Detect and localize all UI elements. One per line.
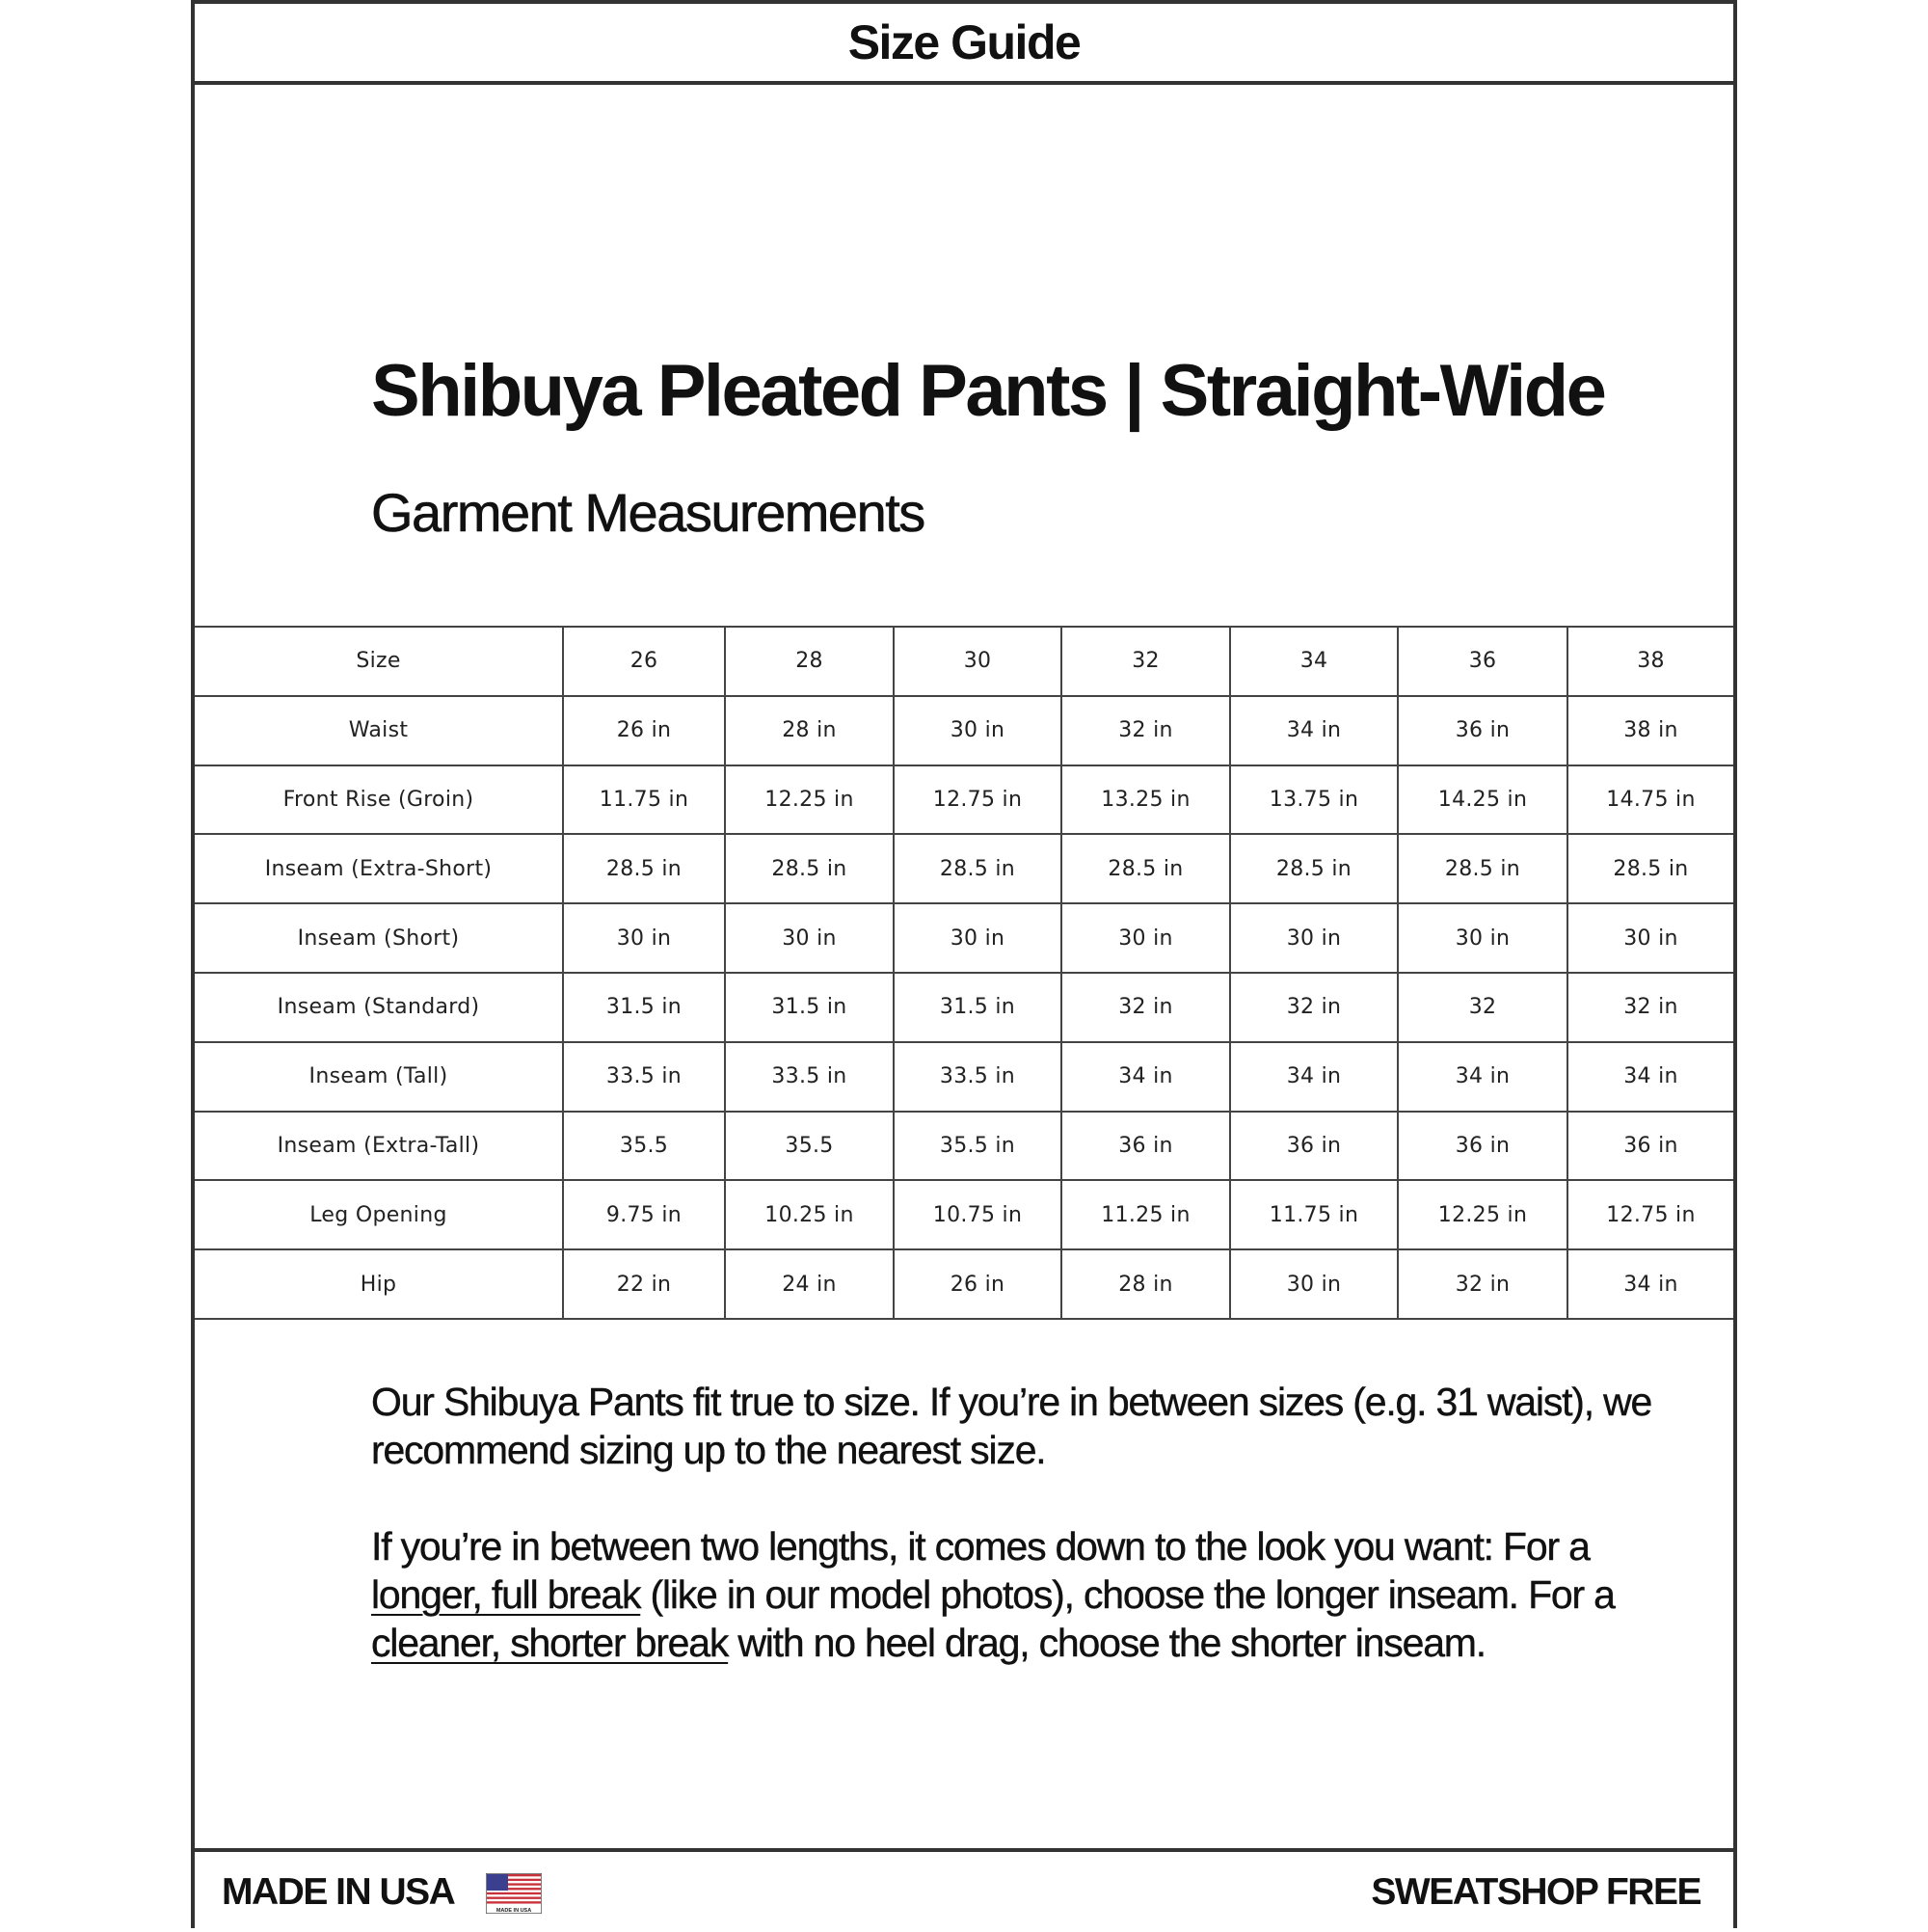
table-row — [195, 973, 1733, 1042]
table-cell: 34 in — [1061, 1042, 1230, 1112]
table-cell: 34 in — [1230, 696, 1398, 765]
table-row — [195, 1042, 1733, 1112]
row-label: Inseam (Extra-Tall) — [195, 1112, 563, 1181]
row-label: Leg Opening — [195, 1180, 563, 1249]
table-cell: 36 in — [1398, 1112, 1567, 1181]
table-cell: 13.25 in — [1061, 765, 1230, 835]
flag-stripe — [487, 1897, 541, 1899]
header-title: Size Guide — [847, 15, 1081, 69]
table-cell: 33.5 in — [894, 1042, 1061, 1112]
table-cell: 30 in — [894, 903, 1061, 973]
table-cell: 10.75 in — [894, 1180, 1061, 1249]
table-cell: 28.5 in — [1230, 834, 1398, 903]
table-cell: 28.5 in — [1567, 834, 1733, 903]
table-cell: 28 in — [725, 696, 894, 765]
size-header-cell: 26 — [563, 627, 725, 696]
fit-note-text: with no heel drag, choose the shorter inseam. — [728, 1621, 1486, 1665]
measurements-table — [195, 626, 1733, 1320]
table-cell: 36 in — [1398, 696, 1567, 765]
fit-note-text: If you’re in between two lengths, it comes down to the look you want: For a — [371, 1524, 1590, 1569]
row-label: Waist — [195, 696, 563, 765]
table-cell: 28.5 in — [1061, 834, 1230, 903]
table-cell: 28 in — [1061, 1249, 1230, 1319]
table-cell: 28.5 in — [563, 834, 725, 903]
table-cell: 28.5 in — [1398, 834, 1567, 903]
table-cell: 30 in — [894, 696, 1061, 765]
table-cell: 14.75 in — [1567, 765, 1733, 835]
table-cell: 36 in — [1230, 1112, 1398, 1181]
flag-stripe — [487, 1901, 541, 1903]
table-row — [195, 1249, 1733, 1319]
table-cell: 32 in — [1567, 973, 1733, 1042]
row-label: Inseam (Extra-Short) — [195, 834, 563, 903]
table-cell: 38 in — [1567, 696, 1733, 765]
table-row — [195, 696, 1733, 765]
table-cell: 34 in — [1567, 1042, 1733, 1112]
table-cell: 35.5 — [563, 1112, 725, 1181]
fit-note-text: (like in our model photos), choose the longer inseam. For a — [640, 1572, 1615, 1617]
size-header-cell: 36 — [1398, 627, 1567, 696]
table-cell: 34 in — [1230, 1042, 1398, 1112]
table-cell: 32 in — [1061, 973, 1230, 1042]
table-cell: 30 in — [1061, 903, 1230, 973]
table-cell: 32 in — [1061, 696, 1230, 765]
table-row — [195, 1112, 1733, 1181]
longer-full-break-link[interactable]: longer, full break — [371, 1572, 641, 1617]
table-cell: 36 in — [1061, 1112, 1230, 1181]
table-cell: 13.75 in — [1230, 765, 1398, 835]
size-header-cell: 30 — [894, 627, 1061, 696]
row-label: Inseam (Tall) — [195, 1042, 563, 1112]
table-cell: 24 in — [725, 1249, 894, 1319]
row-label: Inseam (Short) — [195, 903, 563, 973]
table-cell: 26 in — [894, 1249, 1061, 1319]
table-row — [195, 834, 1733, 903]
table-cell: 34 in — [1567, 1249, 1733, 1319]
row-label: Inseam (Standard) — [195, 973, 563, 1042]
table-cell: 30 in — [1567, 903, 1733, 973]
table-cell: 30 in — [1230, 1249, 1398, 1319]
table-cell: 12.25 in — [1398, 1180, 1567, 1249]
table-cell: 26 in — [563, 696, 725, 765]
fit-note-length — [371, 1522, 1653, 1667]
table-row — [195, 1180, 1733, 1249]
table-cell: 34 in — [1398, 1042, 1567, 1112]
size-header-cell: 28 — [725, 627, 894, 696]
table-cell: 12.75 in — [894, 765, 1061, 835]
made-in-usa-label: MADE IN USA — [222, 1871, 455, 1913]
table-cell: 10.25 in — [725, 1180, 894, 1249]
table-cell: 14.25 in — [1398, 765, 1567, 835]
table-cell: 30 in — [725, 903, 894, 973]
table-row — [195, 765, 1733, 835]
table-cell: 32 in — [1398, 1249, 1567, 1319]
section-heading: Garment Measurements — [371, 482, 924, 543]
table-header-row — [195, 627, 1733, 696]
table-cell: 11.75 in — [1230, 1180, 1398, 1249]
table-cell: 12.75 in — [1567, 1180, 1733, 1249]
table-cell: 31.5 in — [894, 973, 1061, 1042]
footer-bar — [195, 1848, 1733, 1932]
size-header-cell: 34 — [1230, 627, 1398, 696]
table-cell: 22 in — [563, 1249, 725, 1319]
cleaner-shorter-break-link[interactable]: cleaner, shorter break — [371, 1621, 729, 1665]
us-flag-icon — [486, 1873, 542, 1914]
size-guide-card — [191, 0, 1737, 1928]
table-cell: 33.5 in — [563, 1042, 725, 1112]
row-label: Size — [195, 627, 563, 696]
table-cell: 31.5 in — [725, 973, 894, 1042]
table-cell: 11.75 in — [563, 765, 725, 835]
table-cell: 30 in — [1398, 903, 1567, 973]
table-cell: 28.5 in — [725, 834, 894, 903]
table-cell: 9.75 in — [563, 1180, 725, 1249]
flag-stripe — [487, 1892, 541, 1894]
table-cell: 30 in — [563, 903, 725, 973]
table-cell: 36 in — [1567, 1112, 1733, 1181]
flag-caption: MADE IN USA — [495, 1908, 532, 1914]
table-cell: 11.25 in — [1061, 1180, 1230, 1249]
table-cell: 32 in — [1230, 973, 1398, 1042]
table-cell: 35.5 — [725, 1112, 894, 1181]
table-cell: 33.5 in — [725, 1042, 894, 1112]
fit-notes — [371, 1378, 1653, 1667]
table-cell: 31.5 in — [563, 973, 725, 1042]
table-row — [195, 903, 1733, 973]
table-cell: 35.5 in — [894, 1112, 1061, 1181]
table-cell: 30 in — [1230, 903, 1398, 973]
size-header-cell: 38 — [1567, 627, 1733, 696]
table-cell: 28.5 in — [894, 834, 1061, 903]
header-bar — [195, 4, 1733, 85]
row-label: Front Rise (Groin) — [195, 765, 563, 835]
sweatshop-free-label: SWEATSHOP FREE — [1371, 1871, 1700, 1913]
table-cell: 12.25 in — [725, 765, 894, 835]
table-cell: 32 — [1398, 973, 1567, 1042]
fit-note-size: Our Shibuya Pants fit true to size. If you’re in between sizes (e.g. 31 waist), we recommend sizing up to the nearest size. — [371, 1380, 1652, 1472]
row-label: Hip — [195, 1249, 563, 1319]
product-title: Shibuya Pleated Pants | Straight-Wide — [371, 350, 1605, 432]
size-header-cell: 32 — [1061, 627, 1230, 696]
